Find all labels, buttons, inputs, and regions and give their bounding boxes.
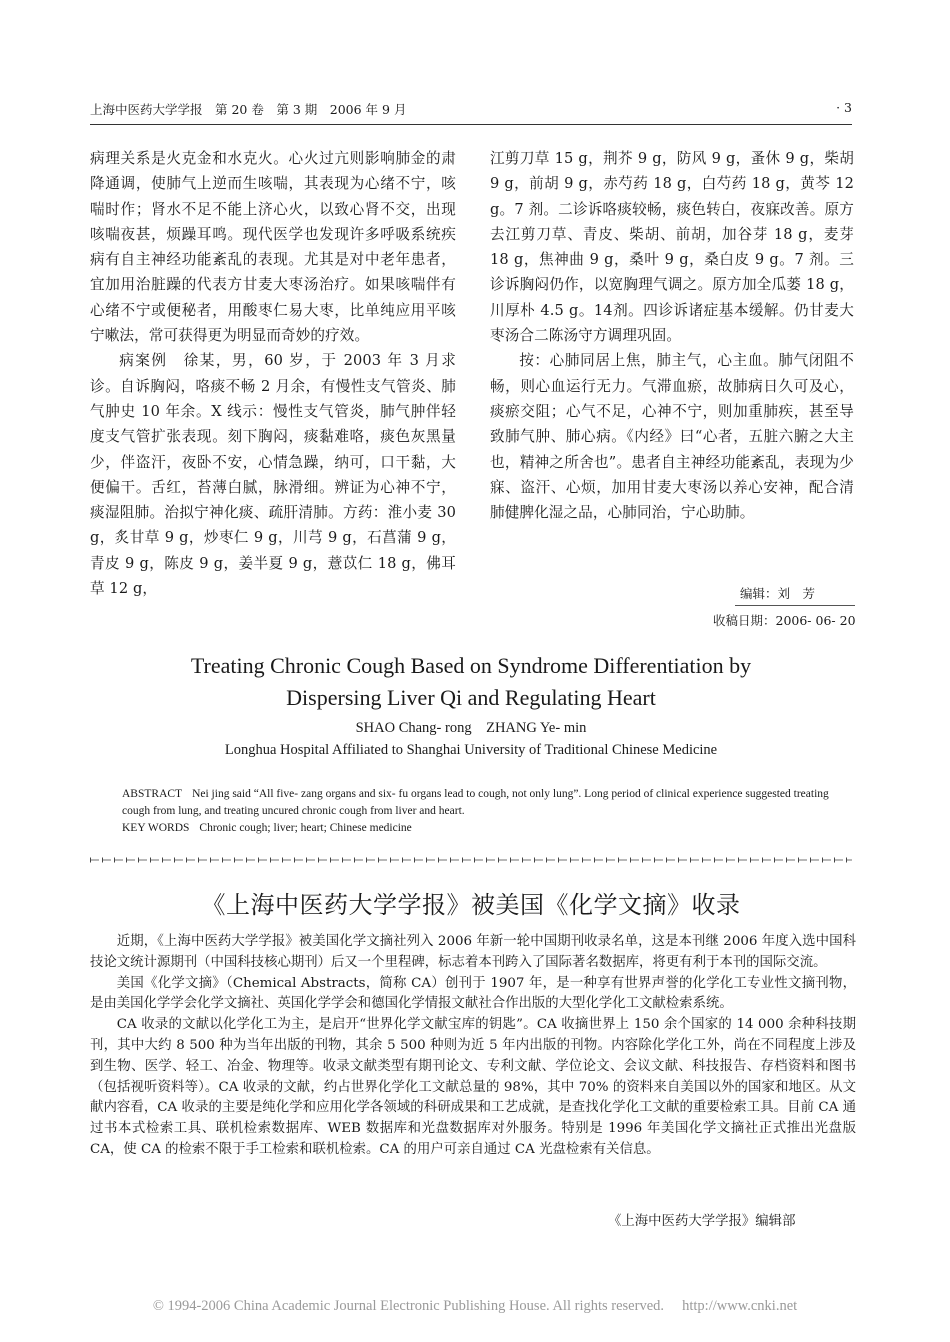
left-column: [90, 146, 456, 601]
abstract-text: Nei jing said “All five- zang organs and six- fu organs lead to cough, not only lung”. Long period of clinical experience suggested treating cough from lung, and treating uncured chronic cough from liver and heart.: [122, 788, 829, 817]
abstract-block: [122, 786, 832, 820]
page-number: · 3: [836, 100, 852, 115]
english-authors: SHAO Chang- rong ZHANG Ye- min: [355, 720, 587, 736]
english-title-line-1: Treating Chronic Cough Based on Syndrome Differentiation by: [190, 653, 752, 678]
header-rule: [90, 124, 852, 125]
received-date: 收稿日期：2006- 06- 20: [713, 613, 856, 628]
english-title: [90, 650, 852, 714]
notice-paragraph-1: 近期，《上海中医药大学学报》被美国化学文摘社列入 2006 年新一轮中国期刊收录名单，这是本刊继 2006 年度入选中国科技论文统计源期刊（中国科技核心期刊）后又一个里程碑，标志着本刊跨入了国际著名数据库，将更有利于本刊的国际交流。: [90, 934, 856, 970]
notice-body: [90, 932, 856, 1161]
keywords-text: Chronic cough; liver; heart; Chinese medicine: [199, 822, 412, 834]
case-report-paragraph: 病案例 徐某，男，60 岁，于 2003 年 3 月求诊。自诉胸闷，咯痰不畅 2 月余，有慢性支气管炎、肺气肿史 10 年余。X 线示：慢性支气管炎，肺气肿伴轻度支气管扩张表现。刻下胸闷，痰黏难咯，痰色灰黑量少，伴盗汗，夜卧不安，心情急躁，纳可，口干黏，大便偏干。舌红，苔薄白腻，脉滑细。辨证为心神不宁，痰湿阻肺。治拟宁神化痰、疏肝清肺。方药：淮小麦 30 g，炙甘草 9 g，炒枣仁 9 g，川芎 9 g，石菖蒲 9 g，青皮 9 g，陈皮 9 g，姜半夏 9 g，薏苡仁 18 g，佛耳草 12 g，: [90, 352, 456, 598]
editor-credit: 编辑：刘 芳: [740, 586, 816, 601]
abstract-label: ABSTRACT: [122, 788, 183, 800]
running-header: [90, 100, 852, 120]
right-column: [490, 146, 854, 525]
notice-paragraph-3: CA 收录的文献以化学化工为主，是启开“世界化学文献宝库的钥匙”。CA 收摘世界上 150 余个国家的 14 000 余种科技期刊，其中大约 8 500 种为当年出版的刊物，其余 5 500 种则为近 5 年内出版的刊物。内容除化学化工外，尚在不同程度上涉及到生物、医学、轻工、冶金、物理等。收录文献类型有期刊论文、专利文献、学位论文、会议文献、科技报告、存档资料和图书（包括视听资料等）。CA 收录的文献，约占世界化学化工文献总量的 98%，其中 70% 的资料来自美国以外的国家和地区。从文献内容看，CA 收录的主要是纯化学和应用化学各领域的科研成果和工艺成就，是查找化学化工文献的重要检索工具。目前 CA 通过书本式检索工具、联机检索数据库、WEB 数据库和光盘数据库对外服务。特别是 1996 年美国化学文摘社正式推出光盘版 CA，使 CA 的检索不限于手工检索和联机检索。CA 的用户可亲自通过 CA 光盘检索有关信息。: [90, 1017, 856, 1157]
keywords-label: KEY WORDS: [122, 822, 190, 834]
notice-paragraph-2: 美国《化学文摘》（Chemical Abstracts，简称 CA）创刊于 1907 年，是一种享有世界声誉的化学化工专业性文摘刊物，是由美国化学学会化学文摘社、英国化学学会和德国化学情报文献社合作出版的大型化学化工文献检索系统。: [90, 975, 856, 1012]
notice-signature: 《上海中医药大学学报》编辑部: [608, 1214, 796, 1229]
keywords-block: [122, 820, 832, 837]
english-affiliation: Longhua Hospital Affiliated to Shanghai University of Traditional Chinese Medicine: [224, 742, 718, 758]
section-divider: [90, 857, 852, 863]
right-paragraph-1: 江剪刀草 15 g，荆芥 9 g，防风 9 g，蚤休 9 g，柴胡 9 g，前胡 9 g，赤芍药 18 g，白芍药 18 g，黄芩 12 g。7 剂。二诊诉咯痰较畅，痰色转白，夜寐改善。原方去江剪刀草、青皮、柴胡、前胡，加谷芽 18 g，麦芽 18 g，焦神曲 9 g，桑叶 9 g，桑白皮 9 g。7 剂。三诊诉胸闷仍作，以宽胸理气调之。原方加全瓜蒌 18 g，川厚朴 4.5 g。14剂。四诊诉诸症基本缓解。仍甘麦大枣汤合二陈汤守方调理巩固。: [490, 150, 854, 345]
english-abstract: [122, 786, 832, 837]
editor-rule: [735, 605, 855, 606]
journal-info: 上海中医药大学学报 第 20 卷 第 3 期 2006 年 9 月: [90, 102, 407, 117]
copyright-footer: © 1994-2006 China Academic Journal Electronic Publishing House. All rights reserved. http://www.cnki.net: [152, 1298, 798, 1314]
notice-title: 《上海中医药大学学报》被美国《化学文摘》收录: [201, 891, 741, 919]
english-title-line-2: Dispersing Liver Qi and Regulating Heart: [286, 685, 656, 710]
left-paragraph-1: 病理关系是火克金和水克火。心火过亢则影响肺金的肃降通调，使肺气上逆而生咳喘，其表现为心绪不宁，咳喘时作；肾水不足不能上济心火，以致心肾不交，出现咳喘夜甚，烦躁耳鸣。现代医学也发现许多呼吸系统疾病有自主神经功能紊乱的表现。尤其是对中老年患者，宜加用治脏躁的代表方甘麦大枣汤治疗。如果咳喘伴有心绪不宁或便秘者，用酸枣仁易大枣，比单纯应用平咳宁嗽法，常可获得更为明显而奇妙的疗效。: [90, 150, 456, 345]
commentary-paragraph: 按：心肺同居上焦，肺主气，心主血。肺气闭阻不畅，则心血运行无力。气滞血瘀，故肺病日久可及心，痰瘀交阻；心气不足，心神不宁，则加重肺疾，甚至导致肺气肿、肺心病。《内经》曰“心者，五脏六腑之大主也，精神之所舍也”。患者自主神经功能紊乱，表现为少寐、盗汗、心烦，加用甘麦大枣汤以养心安神，配合清肺健脾化湿之品，心肺同治，宁心助肺。: [490, 352, 854, 522]
